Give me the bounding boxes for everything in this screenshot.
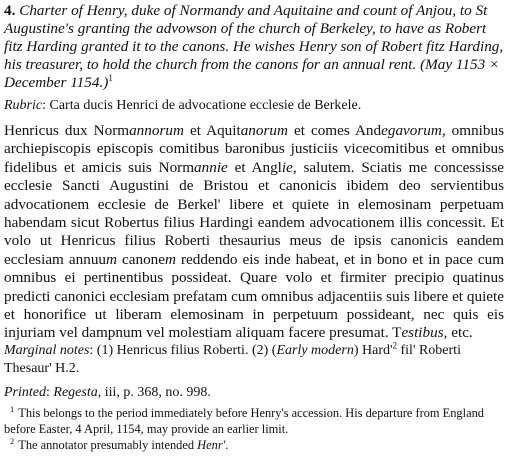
rubric	[4, 97, 504, 115]
marginal-notes	[4, 342, 504, 378]
rubric-text: : Carta ducis Henrici de advocatione ecclesie de Berkele.	[42, 98, 362, 113]
rubric-label: Rubric	[4, 98, 43, 113]
footnote-text: This belongs to the period immediately before Henry's accession. His departure from England before Easter, 4 April, 1154, may provide an earlier limit.	[4, 406, 484, 436]
charter-text-run: , omnibus archiepiscopis episcopis comitibus baronibus justiciis vicecomitibus et omnibus fidelibus et amicis suis Norm	[4, 122, 504, 176]
footnote-2	[4, 437, 504, 453]
footnote-text: .	[225, 438, 229, 452]
footnote-marker: 2	[10, 435, 15, 446]
printed-reference	[4, 384, 504, 402]
expansion: ie	[281, 158, 293, 176]
regesta-title: Regesta	[53, 385, 98, 400]
expansion: m	[106, 250, 117, 268]
charter-text-run: canone	[116, 250, 166, 268]
charter-text-run: et comes And	[287, 122, 382, 139]
expansion: annie	[194, 158, 228, 176]
printed-label: Printed	[4, 385, 46, 400]
footnote-marker: 1	[10, 403, 15, 414]
expansion: egavorum	[381, 122, 442, 139]
expansion: m	[165, 250, 176, 268]
marginal-text: : (1) Henricus filius Roberti. (2) (	[89, 343, 277, 358]
footnote-ref-1[interactable]: 1	[108, 72, 113, 83]
charter-text-run: et Aquit	[183, 122, 241, 139]
expansion: anorum	[240, 122, 288, 139]
charter-text	[4, 122, 504, 343]
footnote-text: Henr'	[197, 438, 226, 452]
expansion: annorum	[129, 122, 184, 139]
marginal-text: ) Hard'	[353, 343, 393, 358]
printed-text: , iii, p. 368, no. 998.	[97, 385, 211, 400]
marginal-text: fil' Roberti Thesaur' H.2.	[4, 343, 461, 376]
footnote-ref-2[interactable]: 2	[392, 340, 397, 351]
marginal-label: Marginal notes	[4, 343, 90, 358]
charter-text-run: Henricus dux Norm	[4, 122, 130, 139]
heading-text: Charter of Henry, duke of Normandy and Aquitaine and count of Anjou, to St Augustine's granting the advowson of the church of Berkeley, to have as Robert fitz Harding granted it to the canons. He wishes Henry son of Robert fitz Harding, his treasurer, to hold the church from the canons for an annual rent. (May 1153 × December 1154.)	[4, 2, 504, 91]
footnote-text: The annotator presumably intended	[18, 438, 198, 452]
charter-text-run: et Angl	[227, 158, 282, 176]
charter-text-run: reddendo eis inde habeat, et in bono et in pace cum omnibus ei pertinentibus possideat. Quare volo et firmiter precipio quatinus predicti canonici ecclesiam prefatam cum omnibus adjacentiis suis libere et quiete et honorifice ut liberam elemosinam in perpetuum possideant, nec quis eis injuriam vel dampnum vel molestiam aliquam facere presumat. T	[4, 250, 505, 342]
printed-text: :	[46, 385, 54, 400]
charter-text-run: , salutem. Sciatis me concessisse ecclesie Sancti Augustini de Bristou et canonicis ibidem deo servientibus advocationem ecclesie de Berkel' libere et quiete in elemosinam perpetuam habendam sicut Robertus filius Hardingi eandem advocationem illis concessit. Et volo ut Henricus filius Roberti thesaurius meus de ipsis canonicis eandem ecclesiam annuu	[4, 158, 504, 268]
charter-heading	[4, 2, 504, 92]
charter-text-run: , etc.	[443, 324, 473, 342]
marginal-text: Early modern	[276, 343, 354, 358]
charter-number: 4.	[4, 2, 16, 19]
footnote-1	[4, 405, 504, 437]
expansion: estibus	[401, 324, 444, 342]
